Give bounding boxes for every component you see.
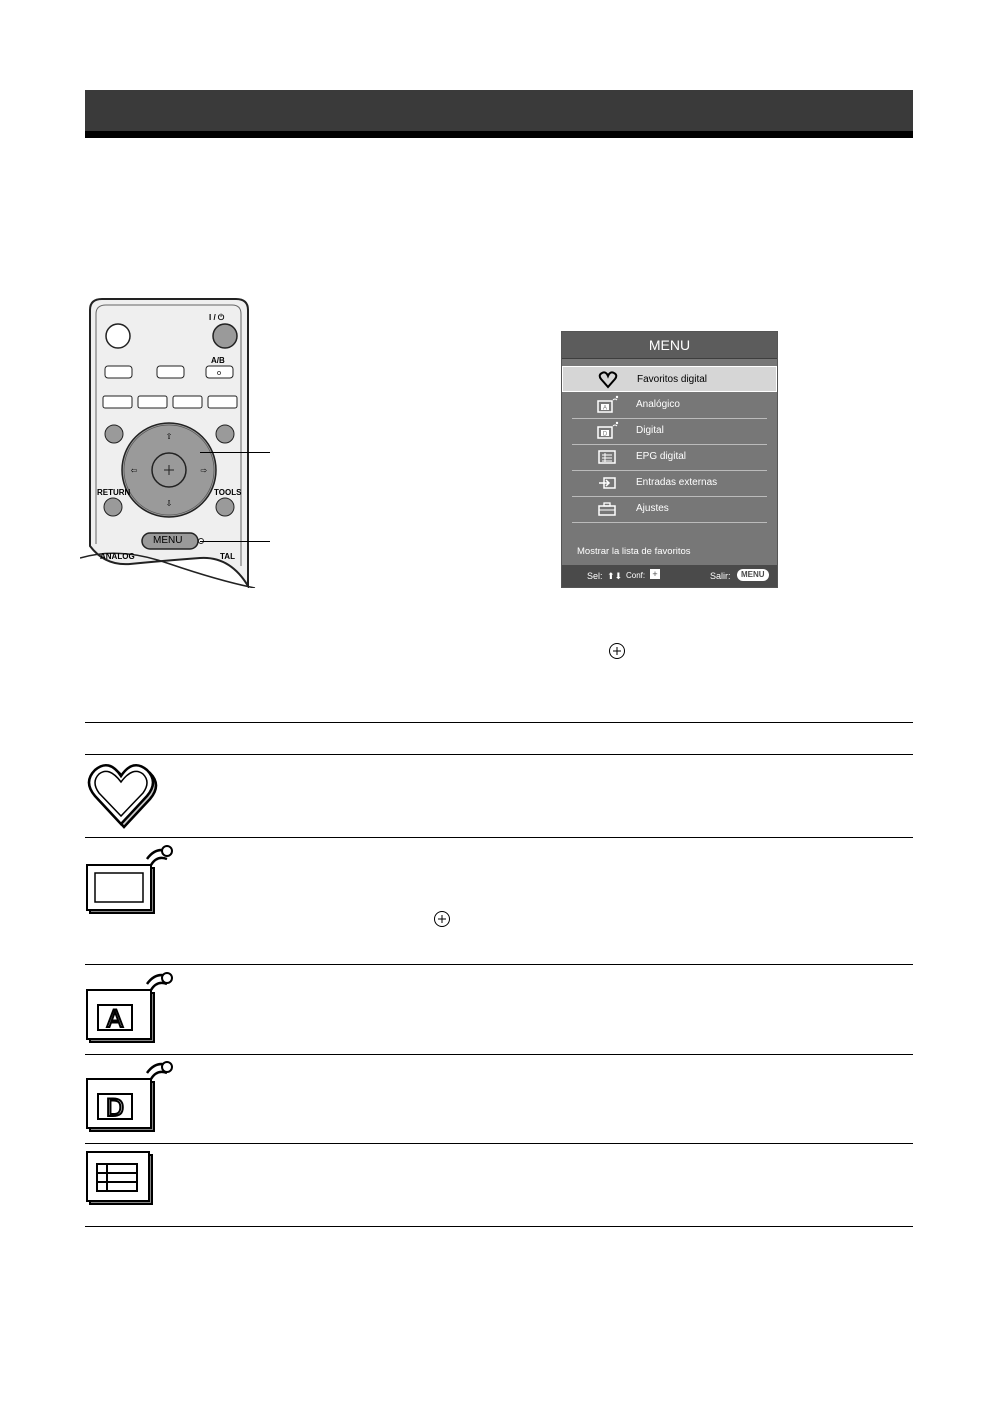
svg-text:D: D: [105, 1094, 125, 1122]
heart-icon: [598, 370, 618, 390]
section-title-bar: [85, 90, 913, 138]
analog-tv-icon: [597, 395, 617, 415]
svg-text:D: D: [602, 431, 608, 438]
svg-text:o: o: [216, 369, 222, 377]
digital-tv-icon: [597, 421, 617, 441]
toolbox-icon: [597, 499, 617, 519]
tv-menu-description: Mostrar la lista de favoritos: [577, 546, 691, 557]
footer-conf-label: Conf:: [626, 571, 646, 580]
digital-tv-icon: [85, 1061, 177, 1140]
tv-menu-item-epg[interactable]: [562, 444, 777, 470]
enter-button-icon: [608, 642, 626, 665]
footer-salir-label: Salir:: [710, 571, 731, 581]
svg-text:⇨: ⇨: [200, 466, 208, 475]
ab-label: A/B: [211, 356, 225, 365]
table-bottom-rule: [85, 1226, 913, 1227]
arrow-up-down-icon: ⬆⬇: [607, 571, 623, 581]
tv-menu-item-label: Entradas externas: [636, 477, 718, 488]
divider: [572, 522, 767, 523]
tools-label: TOOLS: [214, 488, 242, 497]
tv-menu-screen: [561, 331, 778, 588]
tv-menu-footer: [562, 565, 777, 587]
table-row-divider: [85, 1143, 913, 1144]
callout-line-dpad: [200, 452, 270, 453]
callout-line-menu: [200, 541, 270, 542]
table-top-rule: [85, 722, 913, 723]
tv-antenna-icon: [85, 843, 177, 922]
table-row-divider: [85, 837, 913, 838]
tv-menu-item-analogico[interactable]: [562, 392, 777, 418]
tv-menu-item-favoritos[interactable]: [562, 366, 777, 392]
table-row-divider: [85, 1054, 913, 1055]
tv-menu-item-ajustes[interactable]: [562, 496, 777, 522]
heart-icon: [85, 760, 159, 835]
svg-text:⇦: ⇦: [130, 466, 138, 475]
power-label: I / ⏻: [209, 313, 225, 322]
input-icon: [597, 473, 617, 493]
enter-icon: +: [650, 569, 660, 579]
svg-text:A: A: [106, 1005, 124, 1033]
svg-text:⇩: ⇩: [165, 499, 173, 508]
analog-label: ANALOG: [100, 552, 135, 561]
tv-menu-item-label: Digital: [636, 425, 664, 436]
digital-label-partial: TAL: [220, 552, 235, 561]
table-row-divider: [85, 964, 913, 965]
tv-menu-item-label: Ajustes: [636, 503, 669, 514]
return-label: RETURN: [97, 488, 131, 497]
enter-button-icon: [433, 910, 451, 933]
tv-menu-item-digital[interactable]: [562, 418, 777, 444]
tv-menu-item-label: Analógico: [636, 399, 680, 410]
tv-menu-item-label: Favoritos digital: [637, 374, 708, 385]
analog-tv-icon: [85, 972, 177, 1051]
tv-menu-item-entradas[interactable]: [562, 470, 777, 496]
menu-button-label: MENU: [153, 535, 183, 546]
footer-sel-label: Sel:: [587, 571, 603, 581]
menu-badge: MENU: [737, 569, 769, 581]
epg-list-icon: [85, 1150, 155, 1211]
svg-text:A: A: [602, 405, 608, 412]
remote-control-illustration: [80, 296, 280, 588]
svg-text:⇧: ⇧: [165, 432, 173, 441]
epg-list-icon: [597, 447, 617, 467]
tv-menu-item-label: EPG digital: [636, 451, 687, 462]
table-row-divider: [85, 754, 913, 755]
tv-menu-title: MENU: [562, 332, 777, 359]
